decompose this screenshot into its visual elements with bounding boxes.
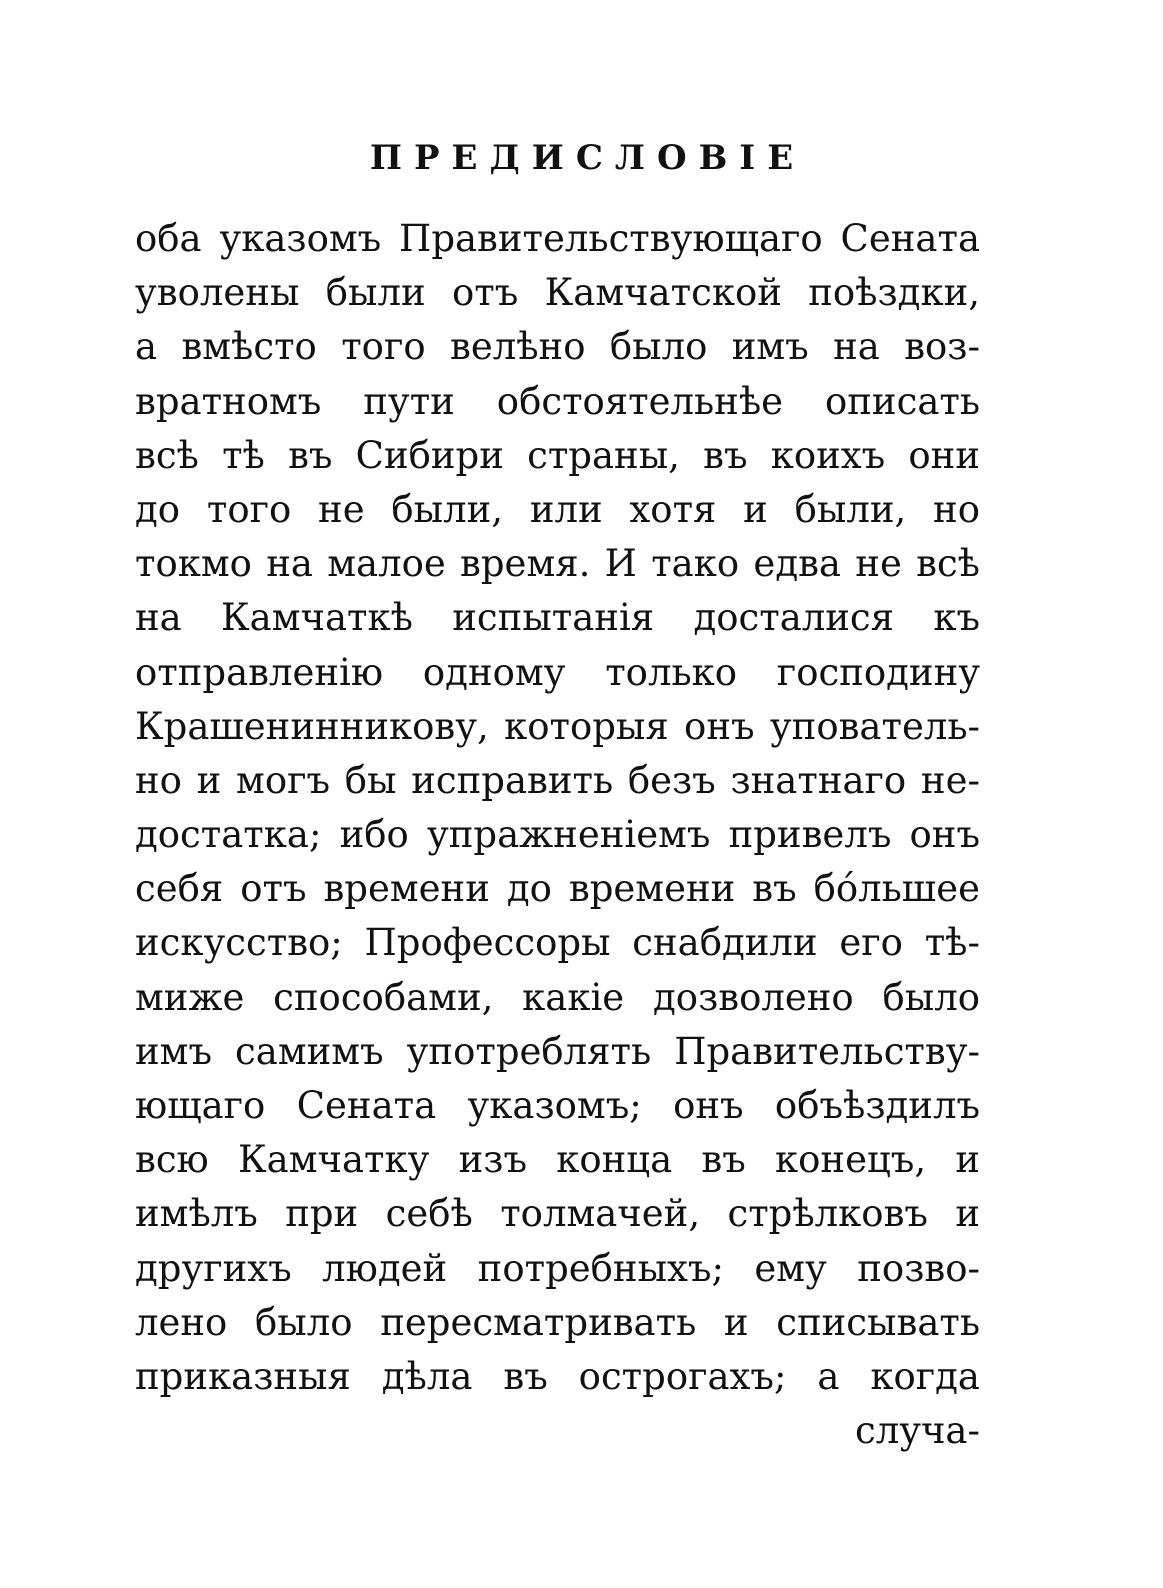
text-line: на Камчаткѣ испытанія досталися къ bbox=[135, 596, 980, 640]
text-line: Крашенинникову, которыя онъ упователь- bbox=[135, 704, 980, 748]
body-text bbox=[135, 212, 980, 1458]
text-line: до того не были, или хотя и были, но bbox=[135, 487, 980, 531]
text-line: отправленію одному только господину bbox=[135, 650, 980, 694]
running-head: ПРЕДИСЛОВІЕ bbox=[369, 138, 806, 178]
text-line: вратномъ пути обстоятельнѣе описать bbox=[135, 379, 980, 423]
catchword: случа- bbox=[854, 1409, 980, 1453]
text-line: лено было пересматривать и списывать bbox=[135, 1300, 980, 1344]
text-line: себя отъ времени до времени въ бóльшее bbox=[135, 867, 980, 911]
text-line: имъ самимъ употреблять Правительству- bbox=[135, 1029, 980, 1073]
text-line: всѣ тѣ въ Сибири страны, въ коихъ они bbox=[135, 433, 980, 477]
text-line: другихъ людей потребныхъ; ему позво- bbox=[135, 1246, 980, 1290]
text-line: всю Камчатку изъ конца въ конецъ, и bbox=[135, 1138, 980, 1182]
text-line: но и могъ бы исправить безъ знатнаго не- bbox=[135, 758, 980, 802]
text-line: а вмѣсто того велѣно было имъ на воз- bbox=[135, 325, 980, 369]
text-line: миже способами, какіе дозволено было bbox=[135, 975, 980, 1019]
text-line: приказныя дѣла въ острогахъ; а когда bbox=[135, 1354, 980, 1398]
text-line: ющаго Сената указомъ; онъ объѣздилъ bbox=[135, 1084, 980, 1127]
text-line: имѣлъ при себѣ толмачей, стрѣлковъ и bbox=[135, 1192, 980, 1236]
text-line: токмо на малое время. И тако едва не всѣ bbox=[135, 542, 980, 586]
text-line: оба указомъ Правительствующаго Сената bbox=[135, 217, 980, 260]
text-line: достатка; ибо упражненіемъ привелъ онъ bbox=[135, 813, 980, 857]
text-line: искусство; Профессоры снабдили его тѣ- bbox=[135, 921, 980, 965]
text-line: уволены были отъ Камчатской поѣздки, bbox=[135, 271, 980, 315]
